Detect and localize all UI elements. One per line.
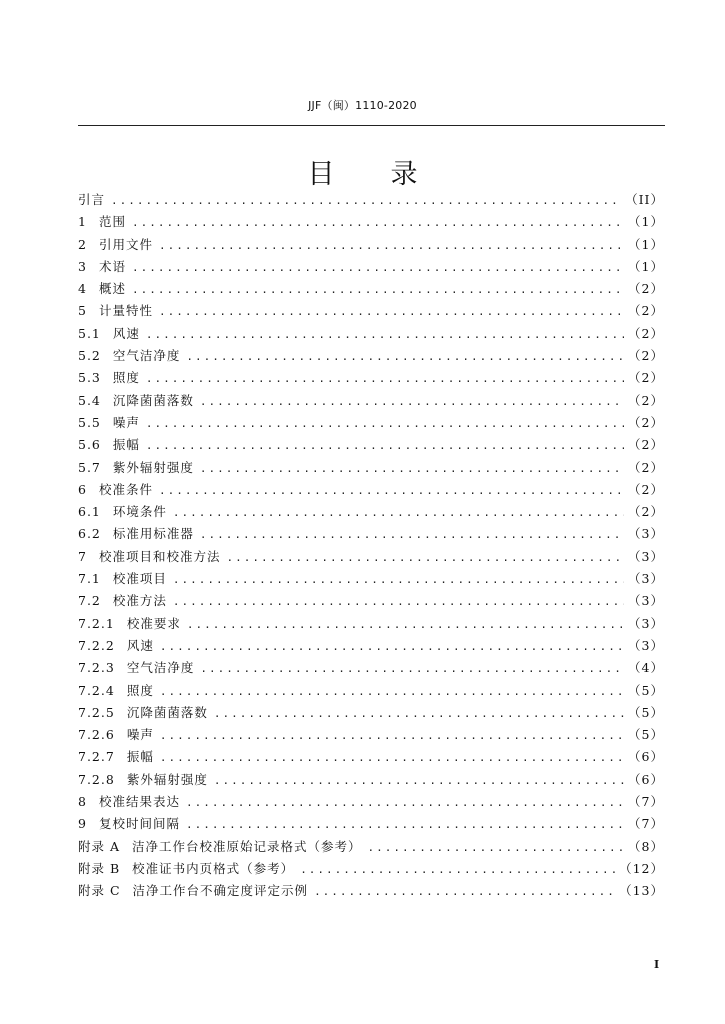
toc-entry[interactable]: [78, 345, 664, 367]
toc-entry-label: 校准条件: [98, 481, 153, 497]
toc-entry[interactable]: [78, 189, 664, 211]
toc-entry[interactable]: [78, 546, 664, 568]
toc-entry[interactable]: [78, 234, 664, 256]
toc-dot-leader: [368, 837, 625, 859]
toc-dot-leader: [314, 881, 615, 903]
toc-entry[interactable]: [78, 657, 664, 679]
toc-entry-number: 7.2: [78, 593, 101, 609]
toc-dot-leader: [160, 681, 624, 703]
toc-entry-page: （7）: [628, 816, 664, 832]
toc-entry-number: 附录 A: [78, 838, 121, 854]
toc-entry-label: 空气洁净度: [112, 348, 181, 364]
toc-dot-leader: [146, 413, 624, 435]
toc-entry[interactable]: [78, 479, 664, 501]
toc-entry-label: 风速: [126, 637, 154, 653]
toc-entry-number: 7.2.6: [78, 727, 115, 743]
toc-entry[interactable]: [78, 769, 664, 791]
toc-entry-page: （1）: [628, 258, 664, 274]
toc-entry-label: 复校时间间隔: [98, 816, 180, 832]
toc-entry-label: 引用文件: [98, 236, 153, 252]
toc-entry-page: （3）: [628, 526, 664, 542]
toc-entry[interactable]: [78, 278, 664, 300]
toc-dot-leader: [200, 524, 624, 546]
toc-entry-page: （5）: [628, 682, 664, 698]
toc-dot-leader: [214, 703, 624, 725]
toc-entry-label: 紫外辐射强度: [126, 771, 208, 787]
toc-entry-page: （2）: [628, 303, 664, 319]
toc-dot-leader: [186, 792, 624, 814]
toc-entry-page: （8）: [628, 838, 664, 854]
toc-dot-leader: [160, 636, 624, 658]
toc-entry-page: （5）: [628, 704, 664, 720]
toc-dot-leader: [160, 725, 624, 747]
toc-dot-leader: [132, 257, 624, 279]
toc-entry-label: 校准结果表达: [98, 794, 180, 810]
toc-entry-number: 5.4: [78, 392, 101, 408]
toc-dot-leader: [300, 859, 615, 881]
toc-entry-number: 7.2.5: [78, 704, 115, 720]
toc-entry-page: （2）: [628, 325, 664, 341]
toc-entry[interactable]: [78, 390, 664, 412]
toc-entry[interactable]: [78, 746, 664, 768]
toc-entry-page: （3）: [628, 548, 664, 564]
toc-entry-label: 照度: [112, 370, 140, 386]
toc-dot-leader: [146, 368, 624, 390]
toc-entry[interactable]: [78, 412, 664, 434]
toc-entry-label: 引言: [78, 192, 106, 207]
toc-dot-leader: [173, 569, 624, 591]
toc-entry-number: 5.3: [78, 370, 101, 386]
toc-dot-leader: [159, 480, 624, 502]
toc-entry-label: 振幅: [112, 437, 140, 453]
toc-entry[interactable]: [78, 501, 664, 523]
toc-entry-page: （2）: [628, 370, 664, 386]
toc-entry[interactable]: [78, 680, 664, 702]
toc-entry-number: 附录 B: [78, 860, 121, 876]
toc-entry[interactable]: [78, 367, 664, 389]
toc-entry[interactable]: [78, 568, 664, 590]
toc-entry-label: 环境条件: [112, 504, 167, 520]
toc-dot-leader: [186, 814, 624, 836]
toc-entry-page: （5）: [628, 727, 664, 743]
toc-entry-page: （12）: [619, 860, 664, 876]
toc-entry-number: 7.2.8: [78, 771, 115, 787]
toc-entry[interactable]: [78, 635, 664, 657]
toc-dot-leader: [173, 502, 624, 524]
toc-entry-label: 洁净工作台不确定度评定示例: [132, 883, 309, 899]
toc-entry-number: 附录 C: [78, 883, 121, 899]
toc-entry-label: 校准方法: [112, 593, 167, 609]
toc-entry-number: 6.1: [78, 504, 101, 520]
document-code-header: JJF（闽）1110-2020: [308, 99, 417, 112]
toc-entry-number: 7.2.3: [78, 660, 115, 676]
toc-entry-number: 7.2.1: [78, 615, 115, 631]
toc-entry-page: （2）: [628, 281, 664, 297]
toc-entry-number: 5.5: [78, 414, 101, 430]
table-of-contents: [78, 189, 664, 903]
toc-entry[interactable]: [78, 211, 664, 233]
toc-entry[interactable]: [78, 724, 664, 746]
toc-entry-page: （3）: [628, 615, 664, 631]
toc-entry-number: 2: [78, 236, 87, 252]
toc-dot-leader: [132, 212, 624, 234]
toc-entry-page: （7）: [628, 794, 664, 810]
toc-entry-page: （6）: [628, 749, 664, 765]
toc-entry-label: 沉降菌菌落数: [112, 392, 194, 408]
toc-entry[interactable]: [78, 434, 664, 456]
toc-entry-page: （2）: [628, 481, 664, 497]
toc-entry-page: （3）: [628, 571, 664, 587]
toc-dot-leader: [160, 747, 624, 769]
toc-entry-label: 范围: [98, 214, 126, 230]
toc-entry-number: 7.2.2: [78, 637, 115, 653]
toc-entry[interactable]: [78, 813, 664, 835]
toc-entry-page: （3）: [628, 637, 664, 653]
toc-dot-leader: [200, 458, 624, 480]
toc-dot-leader: [214, 770, 624, 792]
toc-entry[interactable]: [78, 836, 664, 858]
toc-dot-leader: [132, 279, 624, 301]
toc-entry-label: 风速: [112, 325, 140, 341]
toc-dot-leader: [146, 324, 624, 346]
toc-entry-label: 紫外辐射强度: [112, 459, 194, 475]
toc-entry-label: 标准用标准器: [112, 526, 194, 542]
toc-entry-number: 5.7: [78, 459, 101, 475]
toc-entry-number: 5.6: [78, 437, 101, 453]
toc-entry-label: 术语: [98, 258, 126, 274]
toc-entry-label: 振幅: [126, 749, 154, 765]
toc-entry-number: 3: [78, 258, 87, 274]
toc-entry-number: 5.2: [78, 348, 101, 364]
toc-entry-page: （2）: [628, 437, 664, 453]
toc-entry[interactable]: [78, 590, 664, 612]
toc-entry-label: 校准项目: [112, 571, 167, 587]
toc-dot-leader: [187, 614, 624, 636]
toc-entry-number: 4: [78, 281, 87, 297]
toc-entry-page: （II）: [625, 192, 664, 207]
toc-dot-leader: [159, 235, 624, 257]
toc-entry-number: 7.2.4: [78, 682, 115, 698]
toc-entry-page: （13）: [619, 883, 664, 899]
toc-dot-leader: [200, 391, 624, 413]
toc-entry-page: （3）: [628, 593, 664, 609]
toc-entry-number: 7.2.7: [78, 749, 115, 765]
toc-entry-page: （2）: [628, 392, 664, 408]
toc-dot-leader: [159, 301, 624, 323]
toc-entry[interactable]: [78, 702, 664, 724]
toc-entry-label: 洁净工作台校准原始记录格式（参考）: [132, 838, 362, 854]
toc-entry-number: 7: [78, 548, 87, 564]
toc-dot-leader: [111, 190, 621, 212]
toc-dot-leader: [146, 435, 624, 457]
toc-entry-label: 校准项目和校准方法: [98, 548, 221, 564]
toc-entry-label: 噪声: [112, 414, 140, 430]
toc-entry-number: 8: [78, 794, 87, 810]
toc-entry[interactable]: [78, 323, 664, 345]
toc-dot-leader: [200, 658, 624, 680]
toc-entry-page: （4）: [628, 660, 664, 676]
toc-dot-leader: [173, 591, 624, 613]
toc-entry-number: 6: [78, 481, 87, 497]
toc-entry-number: 7.1: [78, 571, 101, 587]
toc-entry[interactable]: [78, 880, 664, 902]
toc-entry-page: （2）: [628, 414, 664, 430]
toc-entry-number: 6.2: [78, 526, 101, 542]
page-number: I: [654, 958, 660, 971]
toc-entry-page: （2）: [628, 348, 664, 364]
toc-entry-page: （2）: [628, 459, 664, 475]
toc-entry-label: 计量特性: [98, 303, 153, 319]
toc-entry-label: 空气洁净度: [126, 660, 195, 676]
toc-entry-label: 校准证书内页格式（参考）: [132, 860, 295, 876]
toc-entry-number: 5: [78, 303, 87, 319]
toc-entry-label: 沉降菌菌落数: [126, 704, 208, 720]
toc-entry[interactable]: [78, 791, 664, 813]
toc-entry[interactable]: [78, 523, 664, 545]
toc-entry-number: 5.1: [78, 325, 101, 341]
toc-entry-number: 9: [78, 816, 87, 832]
toc-title: 目录: [307, 159, 474, 191]
toc-entry-label: 照度: [126, 682, 154, 698]
toc-entry-page: （1）: [628, 214, 664, 230]
toc-entry-label: 校准要求: [126, 615, 181, 631]
toc-dot-leader: [186, 346, 624, 368]
toc-entry-page: （1）: [628, 236, 664, 252]
toc-entry-page: （2）: [628, 504, 664, 520]
toc-entry-label: 概述: [98, 281, 126, 297]
toc-entry[interactable]: [78, 256, 664, 278]
toc-entry[interactable]: [78, 613, 664, 635]
toc-entry[interactable]: [78, 858, 664, 880]
toc-entry[interactable]: [78, 300, 664, 322]
toc-entry-number: 1: [78, 214, 87, 230]
header-divider: [78, 125, 665, 126]
toc-entry-page: （6）: [628, 771, 664, 787]
toc-dot-leader: [226, 547, 624, 569]
toc-entry[interactable]: [78, 457, 664, 479]
toc-entry-label: 噪声: [126, 727, 154, 743]
